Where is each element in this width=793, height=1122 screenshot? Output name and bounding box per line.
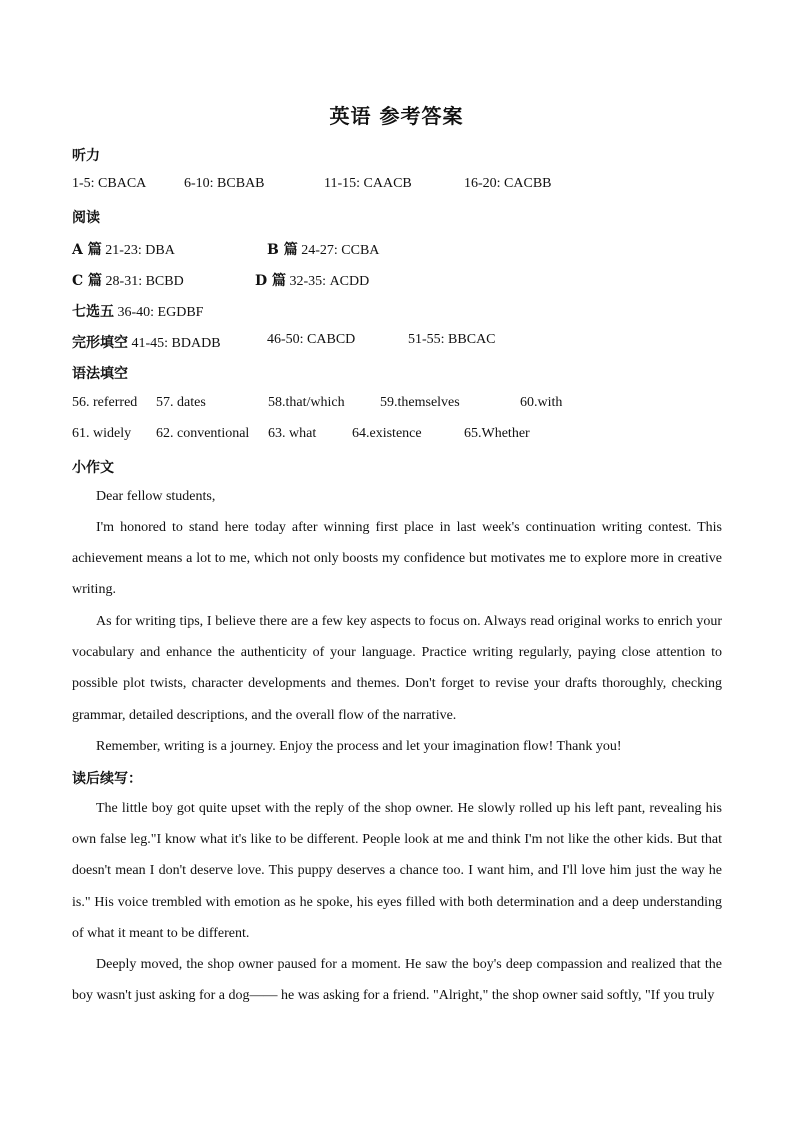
reading-heading: 阅读 bbox=[72, 210, 100, 226]
reading-item bbox=[255, 270, 369, 290]
grammar-answer: 63. what bbox=[268, 426, 317, 441]
grammar-answer: 61. widely bbox=[72, 426, 132, 441]
cloze-answer: 46-50: CABCD bbox=[267, 332, 356, 347]
grammar-heading: 语法填空 bbox=[72, 366, 128, 382]
section-label: 完形填空 bbox=[72, 335, 128, 351]
passage-label: A 篇 bbox=[72, 242, 102, 258]
section-answer: 36-40: EGDBF bbox=[117, 305, 204, 320]
cloze-answer: 51-55: BBCAC bbox=[408, 332, 496, 347]
grammar-answer: 62. conventional bbox=[156, 426, 250, 441]
reading-item bbox=[267, 239, 379, 259]
grammar-answer: 58.that/which bbox=[268, 395, 345, 410]
listening-answer: 16-20: CACBB bbox=[464, 176, 552, 191]
grammar-answer: 65.Whether bbox=[464, 426, 530, 441]
continuation-paragraph: Deeply moved, the shop owner paused for a moment. He saw the boy's deep compassion and realized that the boy wasn't just asking for a dog—— he was asking for a friend. "Alright," the shop owner said softly, "If you truly bbox=[72, 957, 722, 1004]
continuation-paragraph: The little boy got quite upset with the reply of the shop owner. He slowly rolled up his left pant, revealing his own false leg."I know what it's like to be different. People look at me and think I'm not like the other kids. But that doesn't mean I don't deserve love. This puppy deserves a chance too. I want him, and I'll love him just the way he is." His voice trembled with emotion as he spoke, his eyes filled with both determination and a deep understanding of what it meant to be different. bbox=[72, 801, 722, 941]
essay-salutation: Dear fellow students, bbox=[96, 489, 216, 504]
grammar-answer: 57. dates bbox=[156, 395, 206, 410]
grammar-answer: 59.themselves bbox=[380, 395, 460, 410]
passage-answer: 21-23: DBA bbox=[105, 243, 175, 258]
listening-heading: 听力 bbox=[72, 148, 100, 164]
cloze-item bbox=[72, 332, 221, 352]
passage-answer: 32-35: ACDD bbox=[289, 274, 370, 289]
listening-answer: 1-5: CBACA bbox=[72, 176, 147, 191]
grammar-answer: 56. referred bbox=[72, 395, 138, 410]
seven-choose-five-item bbox=[72, 301, 203, 321]
passage-label: D 篇 bbox=[255, 273, 287, 289]
listening-answer: 6-10: BCBAB bbox=[184, 176, 265, 191]
passage-label: B 篇 bbox=[267, 242, 298, 258]
short-essay-heading: 小作文 bbox=[72, 460, 114, 476]
listening-answer: 11-15: CAACB bbox=[324, 176, 412, 191]
continuation-heading: 读后续写： bbox=[72, 771, 142, 787]
section-label: 七选五 bbox=[72, 304, 114, 320]
page-title: 英语 参考答案 bbox=[329, 104, 464, 128]
grammar-answer: 64.existence bbox=[352, 426, 422, 441]
reading-item bbox=[72, 270, 184, 290]
cloze-answer: 41-45: BDADB bbox=[131, 336, 221, 351]
passage-label: C 篇 bbox=[72, 273, 103, 289]
essay-paragraph: I'm honored to stand here today after winning first place in last week's continuation writing contest. This achievement means a lot to me, which not only boosts my confidence but motivates me to explore more in creative writing. bbox=[72, 520, 722, 598]
passage-answer: 28-31: BCBD bbox=[105, 274, 184, 289]
essay-paragraph: Remember, writing is a journey. Enjoy the process and let your imagination flow! Thank you! bbox=[96, 739, 622, 754]
grammar-answer: 60.with bbox=[520, 395, 563, 410]
passage-answer: 24-27: CCBA bbox=[301, 243, 380, 258]
reading-item bbox=[72, 239, 175, 259]
essay-paragraph: As for writing tips, I believe there are a few key aspects to focus on. Always read original works to enrich your vocabulary and enhance the authenticity of your language. Practice writing regularly, paying close attention to possible plot twists, character developments and themes. Don't forget to revise your drafts thoroughly, checking grammar, detailed descriptions, and the overall flow of the narrative. bbox=[72, 614, 722, 723]
